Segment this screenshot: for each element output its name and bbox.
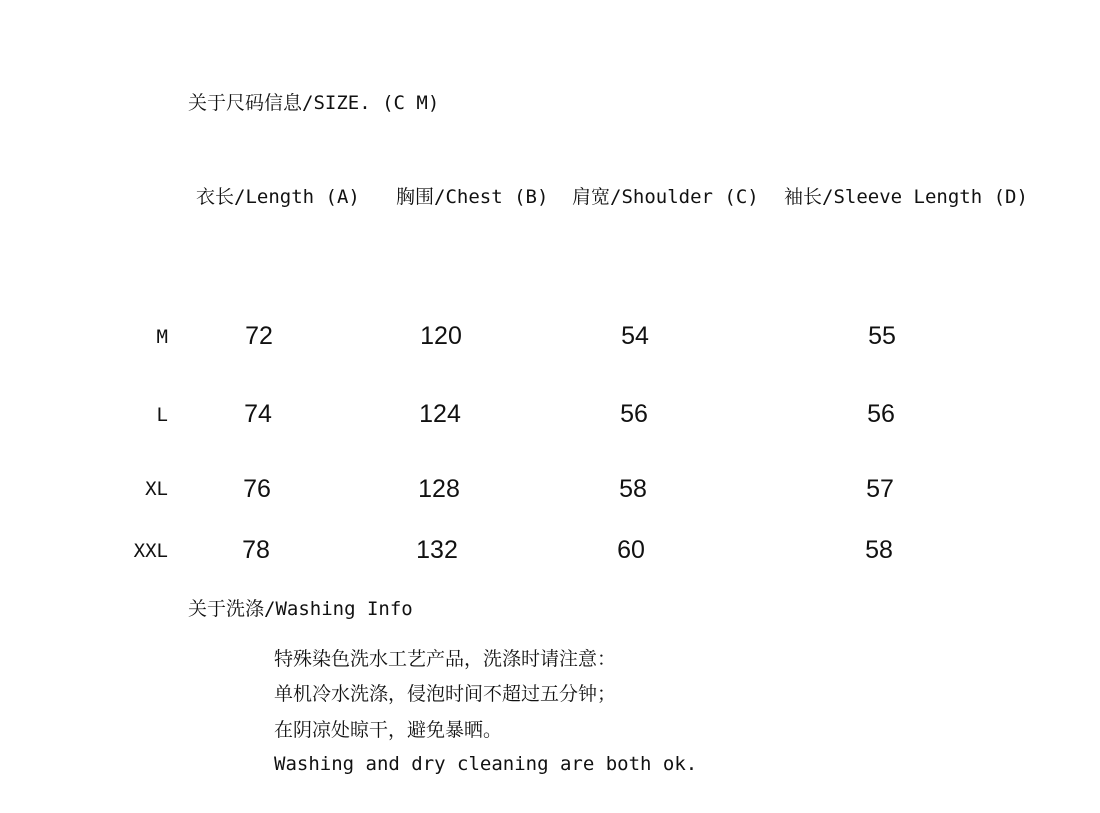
column-header-sleeve-length: 袖长/Sleeve Length (D) xyxy=(784,186,1028,208)
cell-chest: 120 xyxy=(420,322,462,350)
washing-info-title: 关于洗涤/Washing Info xyxy=(188,598,413,620)
cell-chest: 124 xyxy=(419,400,461,428)
cell-length: 76 xyxy=(243,475,271,503)
size-label-l: L xyxy=(156,404,168,426)
cell-shoulder: 58 xyxy=(619,475,647,503)
column-header-chest: 胸围/Chest (B) xyxy=(396,186,549,208)
cell-length: 78 xyxy=(242,536,270,564)
cell-shoulder: 56 xyxy=(620,400,648,428)
cell-shoulder: 60 xyxy=(617,536,645,564)
washing-line: 单机冷水洗涤，侵泡时间不超过五分钟； xyxy=(274,683,617,705)
column-header-shoulder: 肩宽/Shoulder (C) xyxy=(572,186,759,208)
washing-line: 在阴凉处晾干，避免暴晒。 xyxy=(274,719,503,741)
cell-length: 74 xyxy=(244,400,272,428)
cell-length: 72 xyxy=(245,322,273,350)
cell-sleeve: 56 xyxy=(867,400,895,428)
column-header-length: 衣长/Length (A) xyxy=(196,186,360,208)
cell-sleeve: 57 xyxy=(866,475,894,503)
cell-shoulder: 54 xyxy=(621,322,649,350)
cell-sleeve: 55 xyxy=(868,322,896,350)
washing-line: Washing and dry cleaning are both ok. xyxy=(274,753,698,775)
cell-chest: 128 xyxy=(418,475,460,503)
size-label-m: M xyxy=(156,326,168,348)
size-label-xxl: XXL xyxy=(133,540,168,562)
cell-chest: 132 xyxy=(416,536,458,564)
cell-sleeve: 58 xyxy=(865,536,893,564)
size-chart-title: 关于尺码信息/SIZE. (C M) xyxy=(188,92,440,114)
size-label-xl: XL xyxy=(145,478,168,500)
washing-line: 特殊染色洗水工艺产品，洗涤时请注意： xyxy=(274,648,617,670)
